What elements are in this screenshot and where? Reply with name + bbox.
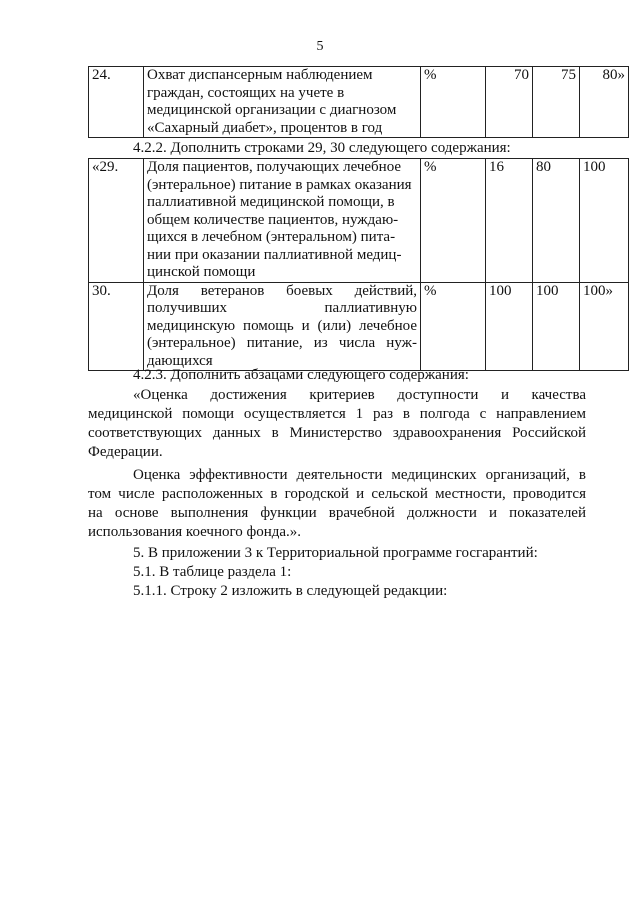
table-row	[89, 282, 629, 371]
quote2-line: Оценка эффективности деятельности медицинских организаций, в	[133, 467, 586, 483]
item-5-1: 5.1. В таблице раздела 1:	[133, 564, 292, 580]
indicator-line: (энтеральное) питание, из числа нуж-	[147, 335, 417, 351]
indicator-line: «Сахарный диабет», процентов в год	[147, 119, 383, 136]
value-cell: 80	[533, 159, 580, 283]
page-number: 5	[316, 39, 324, 54]
value-cell: 80»	[580, 67, 629, 138]
paragraph-4-2-3: 4.2.3. Дополнить абзацами следующего содержания:	[133, 367, 469, 383]
indicator-line: щихся в лечебном (энтеральном) пита-	[147, 229, 396, 245]
row-number: 24.	[89, 67, 144, 138]
indicator-name	[144, 159, 421, 283]
quote1-line: «Оценка достижения критериев доступности и качества	[133, 387, 586, 403]
indicator-line: получивших паллиативную	[147, 300, 417, 316]
indicator-line: (энтеральное) питание в рамках оказания	[147, 176, 412, 193]
value-cell: 100»	[580, 282, 629, 371]
quote2-line: использования коечного фонда.».	[88, 524, 302, 540]
indicator-line: общем количестве пациентов, нуждаю-	[147, 211, 399, 228]
indicator-name	[144, 282, 421, 371]
table-row	[89, 159, 629, 283]
item-5: 5. В приложении 3 к Территориальной программе госгарантий:	[133, 545, 538, 561]
value-cell: 16	[486, 159, 533, 283]
indicator-line: медицинской организации с диагнозом	[147, 102, 397, 118]
indicator-line: Охват диспансерным наблюдением	[147, 67, 373, 83]
value-cell: 100	[486, 282, 533, 371]
indicator-line: нии при оказании паллиативной медиц-	[147, 246, 402, 263]
indicator-table-1	[88, 66, 629, 138]
item-5-1-1: 5.1.1. Строку 2 изложить в следующей редакции:	[133, 583, 448, 599]
quote1-line: соответствующих данных в Министерство здравоохранения Российской	[88, 425, 586, 441]
indicator-table-2	[88, 158, 629, 371]
value-cell: 100	[580, 159, 629, 283]
indicator-line: Доля ветеранов боевых действий,	[147, 282, 417, 299]
indicator-line: Доля пациентов, получающих лечебное	[147, 159, 402, 175]
value-cell: 100	[533, 282, 580, 371]
table-row	[89, 67, 629, 138]
paragraph-4-2-2: 4.2.2. Дополнить строками 29, 30 следующего содержания:	[133, 140, 511, 156]
unit-cell: %	[421, 282, 486, 371]
indicator-line: дающихся	[147, 352, 213, 369]
row-number: 30.	[89, 282, 144, 371]
unit-cell: %	[421, 159, 486, 283]
indicator-line: граждан, состоящих на учете в	[147, 84, 345, 101]
indicator-line: медицинскую помощь и (или) лечебное	[147, 317, 417, 334]
unit-cell: %	[421, 67, 486, 138]
value-cell: 75	[533, 67, 580, 138]
row-number: «29.	[89, 159, 144, 283]
indicator-name	[144, 67, 421, 138]
indicator-line: паллиативной медицинской помощи, в	[147, 194, 395, 210]
quote2-line: том числе расположенных в городской и сельской местности, проводится	[88, 486, 586, 502]
value-cell: 70	[486, 67, 533, 138]
quote1-line: Федерации.	[88, 444, 163, 460]
quote1-line: медицинской помощи осуществляется 1 раз в полгода с направлением	[88, 406, 586, 422]
quote2-line: на основе выполнения функции врачебной должности и показателей	[88, 505, 586, 521]
indicator-line: цинской помощи	[147, 264, 256, 280]
